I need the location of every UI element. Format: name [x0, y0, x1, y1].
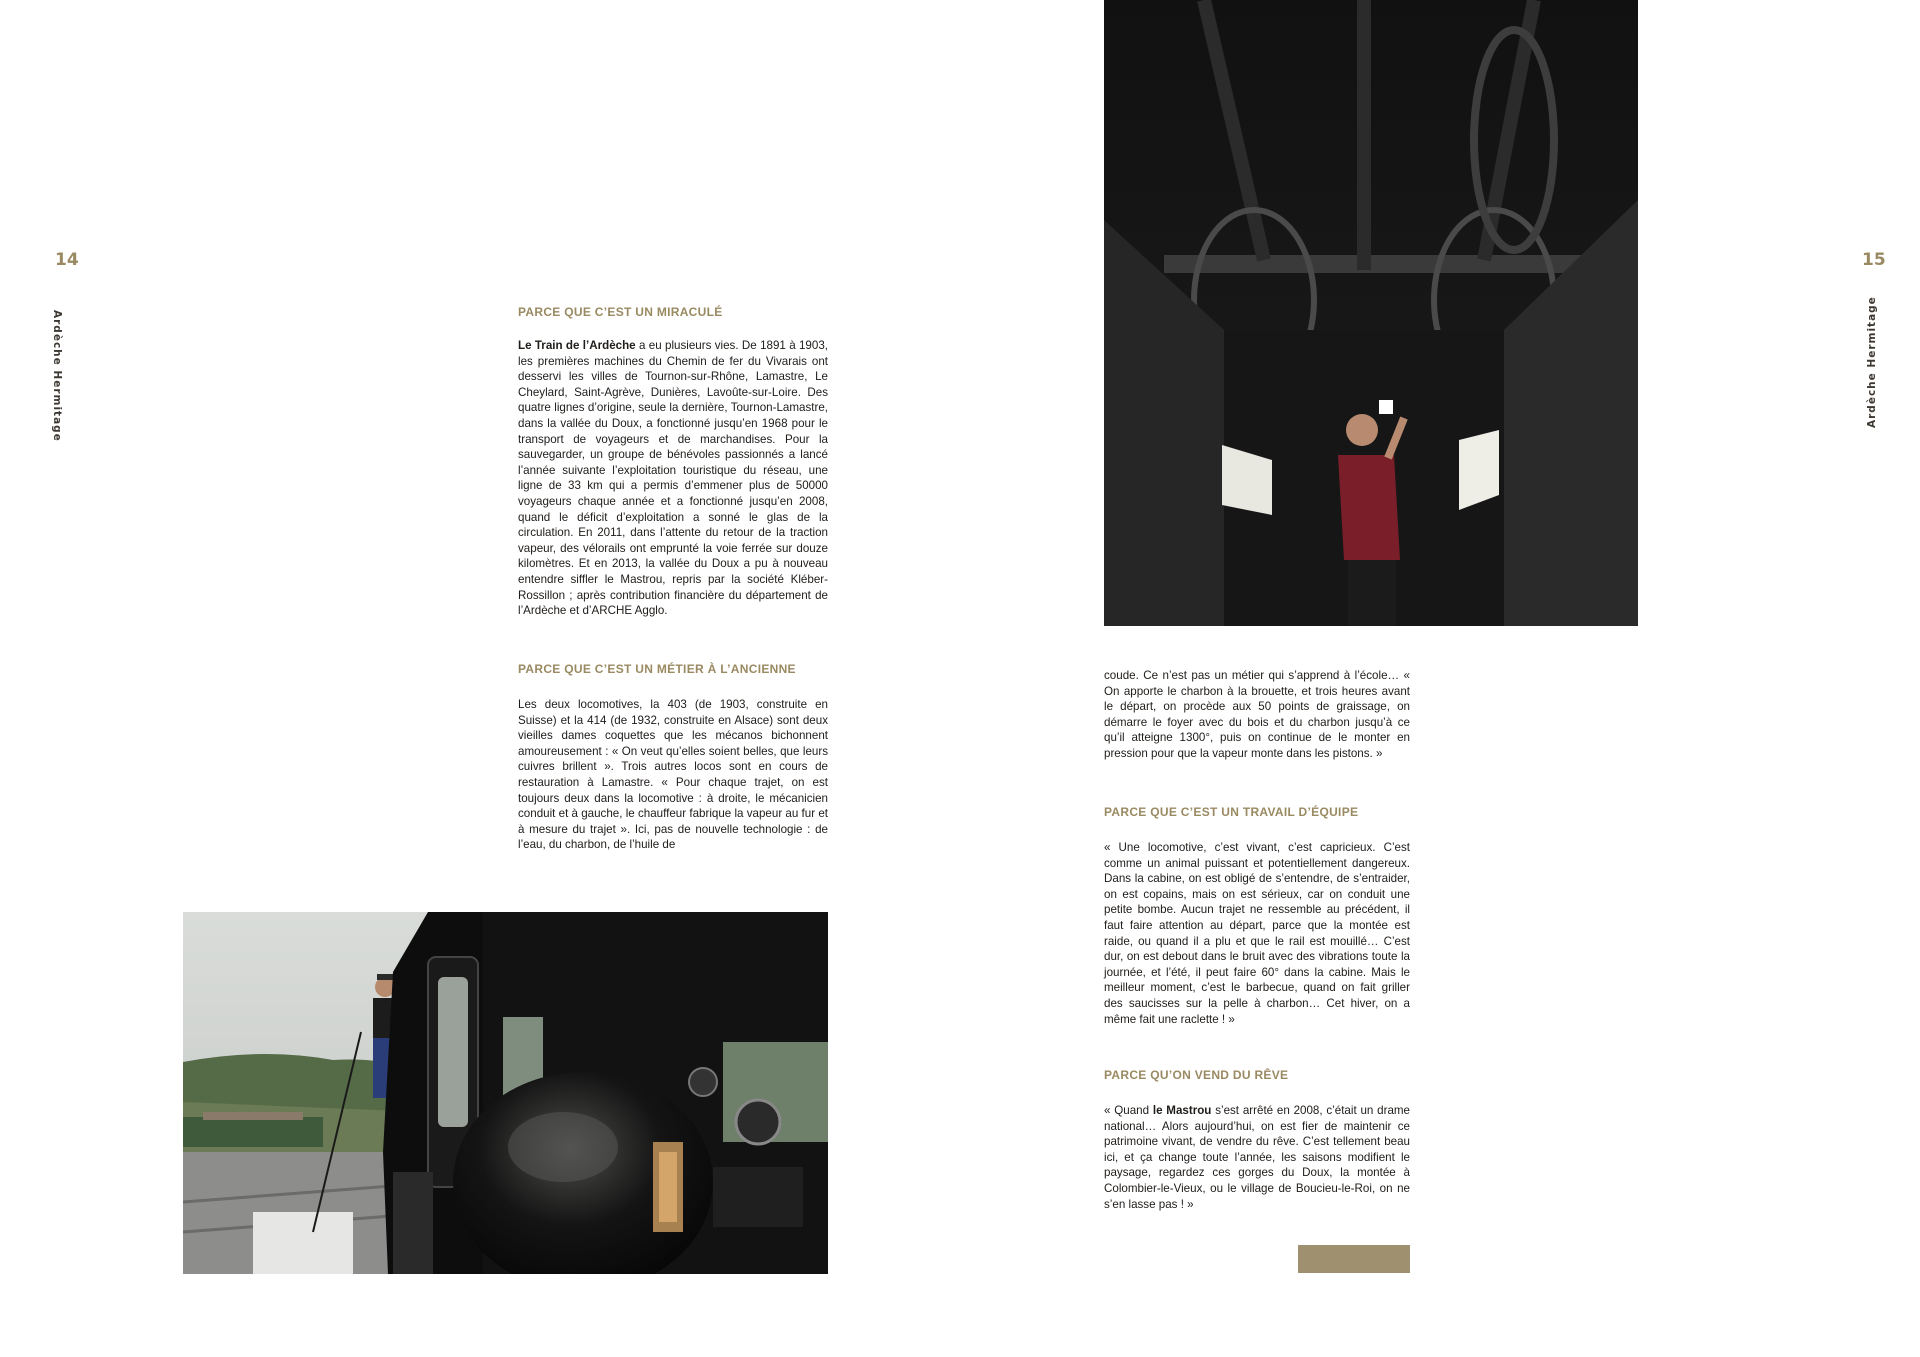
body-metier-continued: coude. Ce n’est pas un métier qui s’apprend à l’école… « On apporte le charbon à la brouette, et trois heures avant le départ, on procède aux 50 points de graissage, on démarre le foyer avec du bois et du charbon jusqu’à ce qu’il atteigne 1300°, puis on continue de le monter en pression pour que la vapeur monte dans les pistons. » — [1104, 669, 1410, 760]
body-equipe: « Une locomotive, c’est vivant, c’est capricieux. C’est comme un animal puissant et potentiellement dangereux. Dans la cabine, on est obligé de s’entendre, de s’entraider, on est copains, mais on est sérieux, car on conduit une petite bombe. Aucun trajet ne ressemble au précédent, il faut faire attention au départ, parce que la montée est raide, ou quand il a plu et que le rail est mouillé… C’est dur, on est debout dans le bruit avec des vibrations toute la journée, et l’été, il peut faire 60° dans la cabine. Mais le meilleur moment, c’est le barbecue, quand on fait griller des saucisses sur la pelle à charbon… Cet hiver, on a même fait une raclette ! » — [1104, 841, 1410, 1026]
running-head-right: Ardèche Hermitage — [1866, 296, 1878, 428]
article-equipe — [1104, 840, 1410, 1027]
heading-miracule: PARCE QUE C’EST UN MIRACULÉ — [518, 305, 723, 319]
body-reve-start: « Quand — [1104, 1104, 1153, 1117]
photo-under-locomotive — [1104, 0, 1638, 626]
running-head-left: Ardèche Hermitage — [51, 310, 63, 442]
locomotive-cab-illustration — [183, 912, 828, 1274]
bold-mastrou: le Mastrou — [1152, 1104, 1212, 1117]
body-metier: Les deux locomotives, la 403 (de 1903, construite en Suisse) et la 414 (de 1932, construite en Alsace) sont deux vieilles dames coquettes que les mécanos bichonnent amoureusement : « On veut qu’elles soient belles, que leurs cuivres brillent ». Trois autres locos sont en cours de restauration à Lamastre. « Pour chaque trajet, on est toujours deux dans la locomotive : à droite, le mécanicien conduit et à gauche, le chauffeur fabrique la vapeur au fur et à mesure du trajet ». Ici, pas de nouvelle technologie : de l’eau, du charbon, de l’huile de — [518, 698, 828, 852]
heading-reve: PARCE QU’ON VEND DU RÊVE — [1104, 1068, 1289, 1082]
page-number-right: 15 — [1862, 250, 1886, 270]
heading-equipe: PARCE QUE C’EST UN TRAVAIL D’ÉQUIPE — [1104, 805, 1359, 819]
body-reve-end: s’est arrêté en 2008, c’était un drame national… Alors aujourd’hui, on est fier de maintenir ce patrimoine vivant, de vendre du rêve. C’est tellement beau ici, et ça change toute l’année, les saisons modifient le paysage, regardez ces gorges du Doux, la montée à Colombier-le-Vieux, ou le village de Boucieu-le-Roi, on ne s’en lasse pas ! » — [1104, 1104, 1411, 1211]
article-metier-continued — [1104, 668, 1410, 762]
article-miracule — [518, 338, 828, 619]
body-miracule: a eu plusieurs vies. De 1891 à 1903, les premières machines du Chemin de fer du Vivarais ont desservi les villes de Tournon-sur-Rhône, Lamastre, Le Cheylard, Saint-Agrève, Dunières, Lavoûte-sur-Loire. Des quatre lignes d’origine, seule la dernière, Tournon-Lamastre, dans la vallée du Doux, a fonctionné jusqu’en 1968 pour le transport de voyageurs et de marchandises. Pour la sauvegarder, un groupe de bénévoles passionnés a lancé l’année suivante l’exploitation touristique du réseau, une ligne de 33 km qui a permis d’emmener plus de 50000 voyageurs chaque année et a fonctionné jusqu’en 2008, quand le déficit d’exploitation a sonné le glas de la circulation. En 2011, dans l’attente du retour de la traction vapeur, des vélorails ont emprunté la voie ferrée sur douze kilomètres. Et en 2013, la vallée du Doux a pu à nouveau entendre siffler le Mastrou, repris par la société Kléber-Rossillon ; après contribution financière du département de l’Ardèche et d’ARCHE Agglo. — [518, 339, 829, 618]
article-metier — [518, 697, 828, 853]
pit-illustration — [1104, 0, 1638, 626]
heading-metier: PARCE QUE C’EST UN MÉTIER À L’ANCIENNE — [518, 662, 796, 676]
photo-locomotive-cab — [183, 912, 828, 1274]
decorative-tan-block — [1298, 1245, 1410, 1273]
lead-bold: Le Train de l’Ardèche — [518, 339, 636, 352]
article-reve — [1104, 1103, 1410, 1212]
page-number-left: 14 — [55, 250, 79, 270]
